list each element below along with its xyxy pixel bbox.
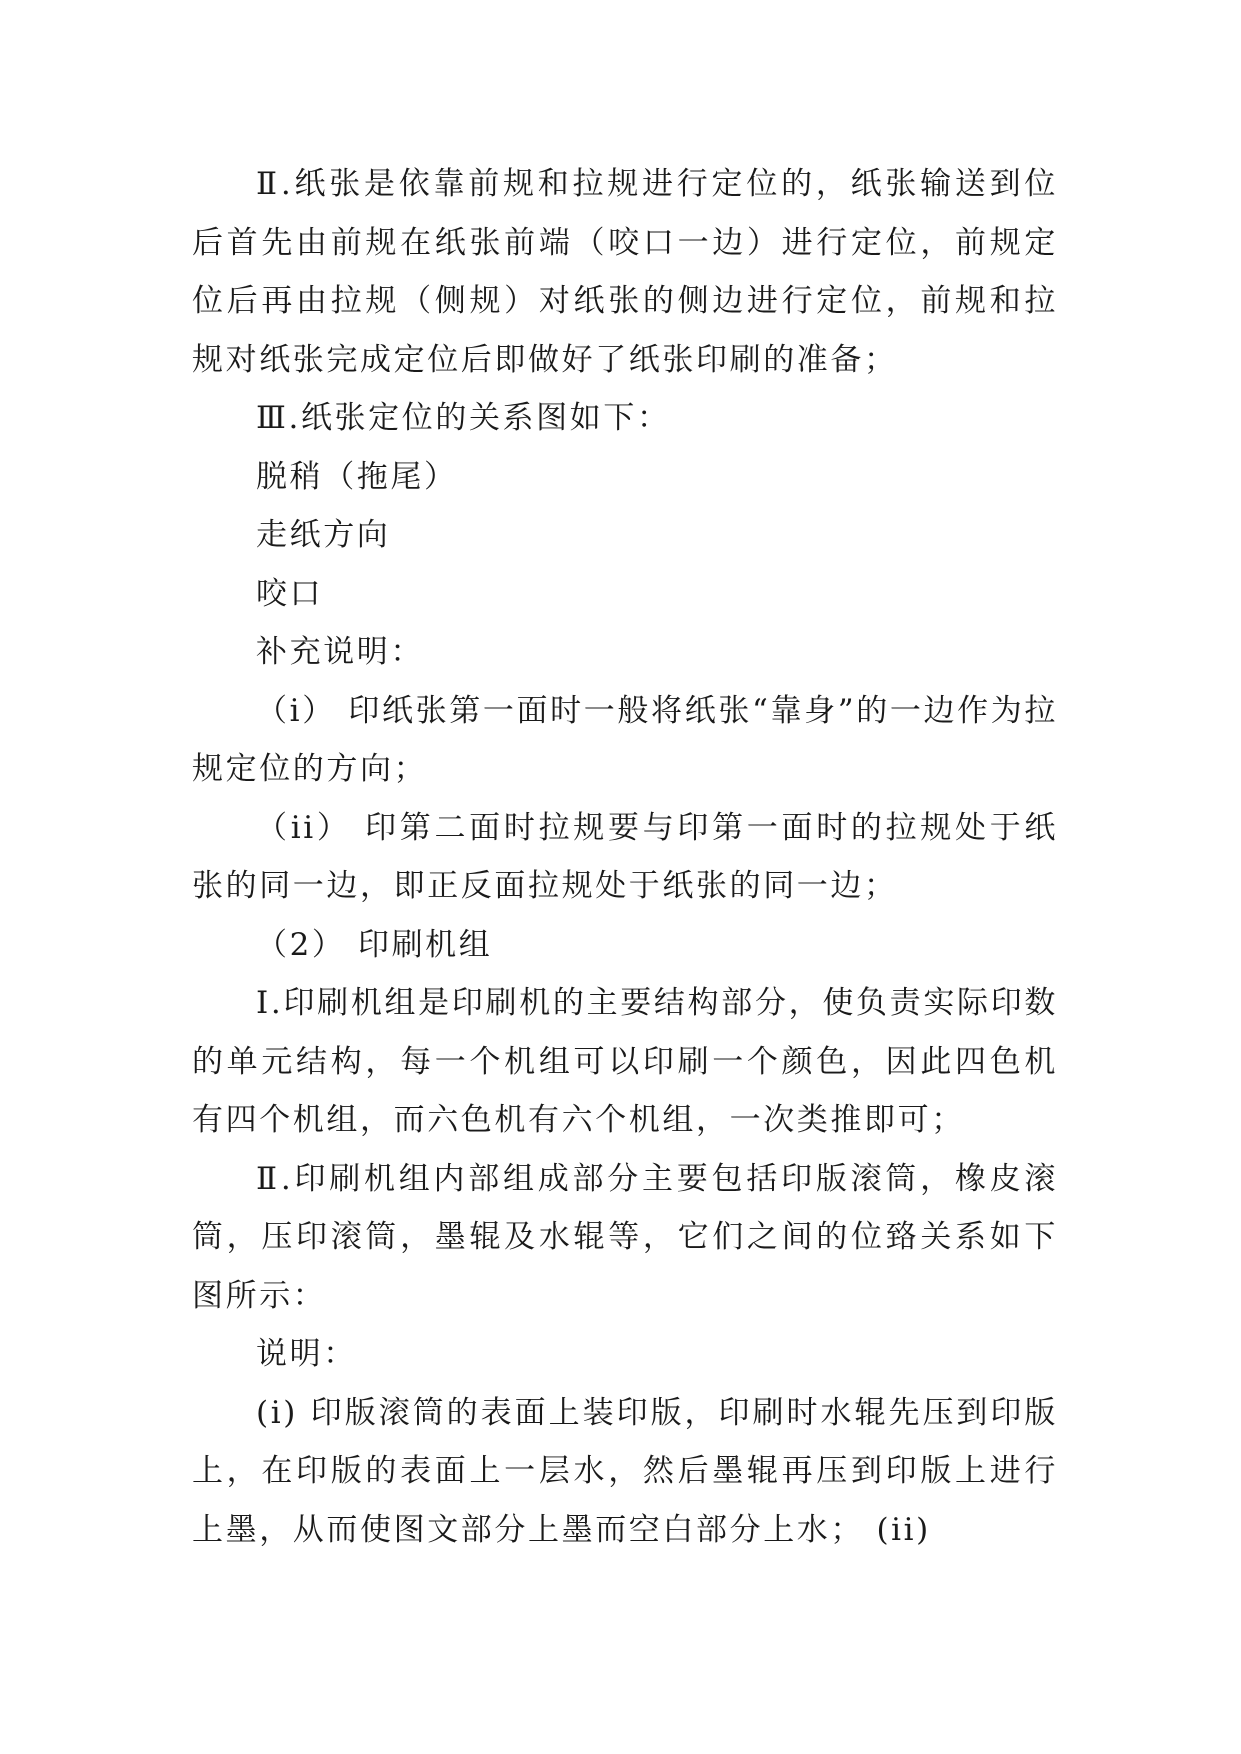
paragraph-note-i: （i） 印纸张第一面时一般将纸张“靠身”的一边作为拉规定位的方向； <box>192 692 1058 787</box>
section-heading-printing-unit: （2） 印刷机组 <box>256 926 493 963</box>
diagram-label-gripper-edge: 咬口 <box>256 575 324 612</box>
paragraph-positioning-principle: Ⅱ.纸张是依靠前规和拉规进行定位的，纸张输送到位后首先由前规在纸张前端（咬口一边）进行定位，前规定位后再由拉规（侧规）对纸张的侧边进行定位，前规和拉规对纸张完成定位后即做好了纸张印刷的准备； <box>192 166 1058 378</box>
paragraph-explanation-i: (i) 印版滚筒的表面上装印版，印刷时水辊先压到印版上，在印版的表面上一层水，然后墨辊再压到印版上进行上墨，从而使图文部分上墨而空白部分上水； (ii) <box>192 1394 1058 1548</box>
paragraph-note-ii: （ii） 印第二面时拉规要与印第一面时的拉规处于纸张的同一边，即正反面拉规处于纸张的同一边； <box>192 809 1058 904</box>
diagram-label-feed-direction: 走纸方向 <box>256 517 391 553</box>
paragraph-explanation-heading: 说明： <box>256 1336 357 1372</box>
paragraph-printing-unit-components: Ⅱ.印刷机组内部组成部分主要包括印版滚筒，橡皮滚筒，压印滚筒，墨辊及水辊等，它们之间的位臵关系如下图所示： <box>192 1160 1058 1314</box>
diagram-label-tail: 脱稍（拖尾） <box>256 458 458 495</box>
paragraph-supplementary-heading: 补充说明： <box>256 634 424 670</box>
document-page <box>192 155 1058 1559</box>
paragraph-positioning-diagram-intro: Ⅲ.纸张定位的关系图如下： <box>256 400 671 436</box>
paragraph-printing-unit-description: Ⅰ.印刷机组是印刷机的主要结构部分，使负责实际印数的单元结构，每一个机组可以印刷一个颜色，因此四色机有四个机组，而六色机有六个机组，一次类推即可； <box>192 985 1058 1138</box>
